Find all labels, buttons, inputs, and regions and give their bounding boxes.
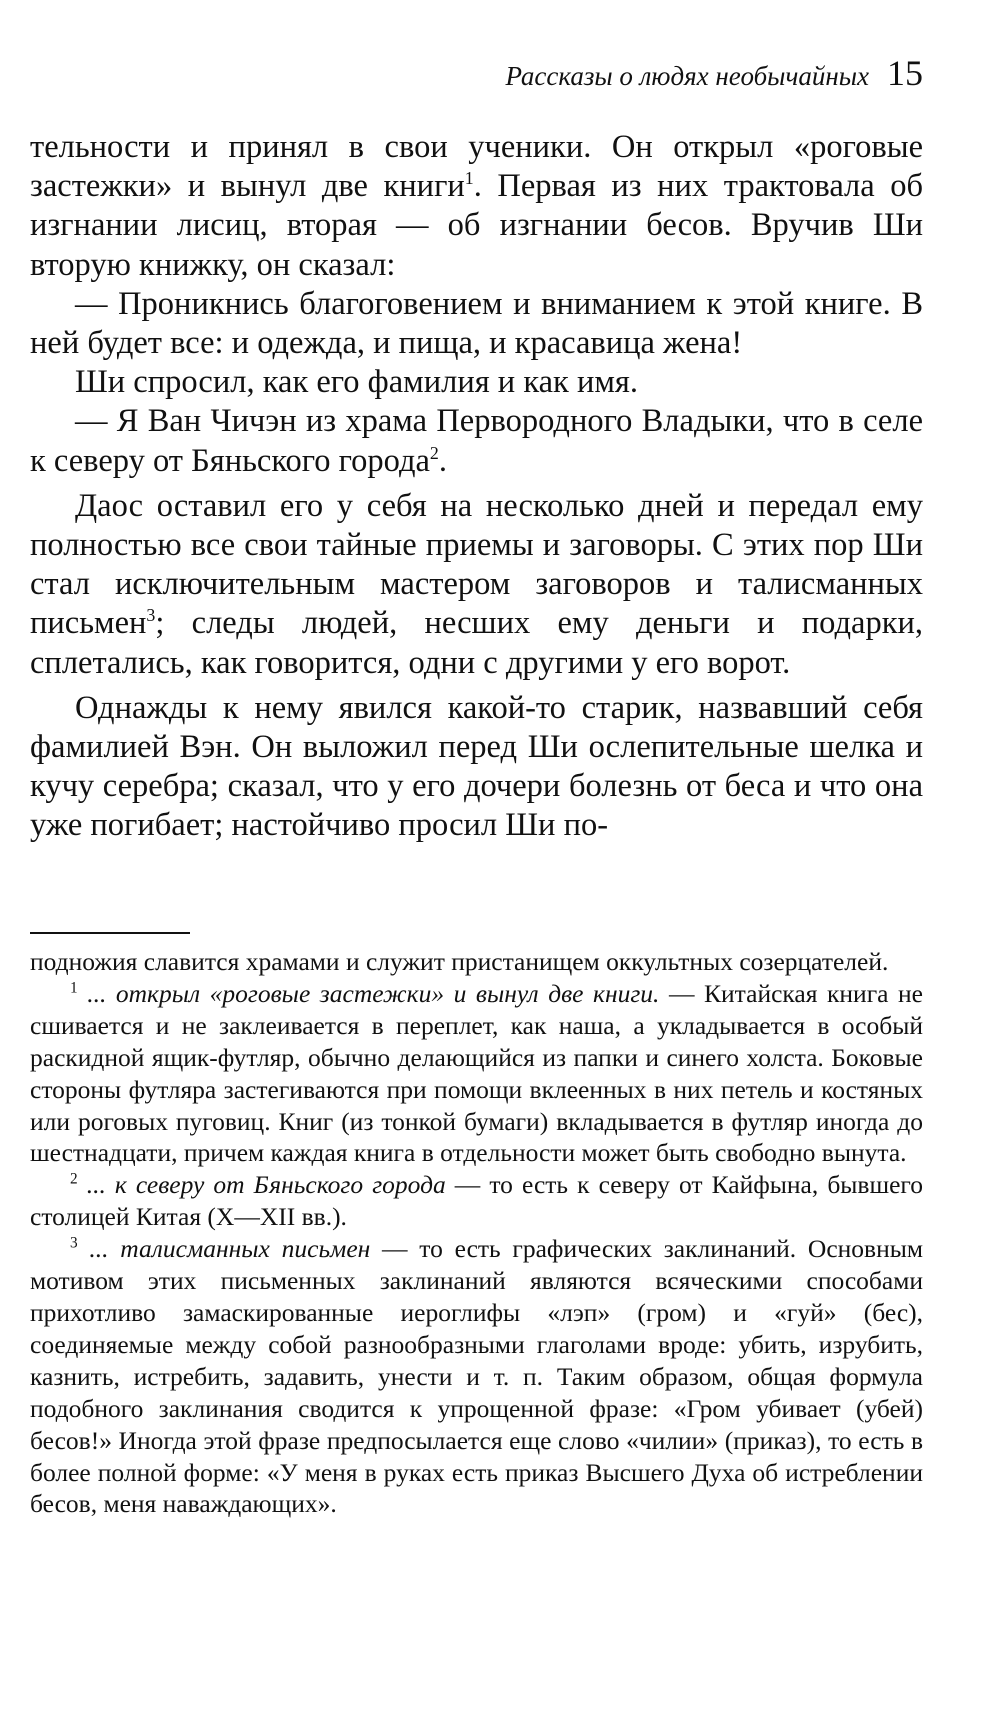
footnote-1	[30, 978, 923, 1169]
footnote-3-text: — то есть графических заклинаний. Основным мотивом этих письменных заклинаний являются всяческими способами прихотливо замаскированные иероглифы «лэп» (гром) и «гуй» (бес), соединяемые между собой разнообразными глаголами вроде: убить, изрубить, казнить, истребить, задавить, унести и т. п. Таким образом, общая формула подобного заклинания сводится к упрощенной фразе: «Гром убивает (убей) бесов!» Иногда этой фразе предпосылается еще слово «чилии» (приказ), то есть в более полной форме: «У меня в руках есть приказ Высшего Духа об истреблении бесов, меня наваждающих».	[30, 1234, 924, 1519]
footnote-ref-1: 1	[464, 168, 474, 189]
footnote-1-title: ... открыл «роговые застежки» и вынул две книги.	[87, 978, 660, 1008]
footnote-separator	[30, 932, 190, 934]
footnote-1-text: — Китайская книга не сшивается и не заклеивается в переплет, как наша, а укладывается в особый раскидной ящик-футляр, обычно делающийся из папки и синего холста. Боковые стороны футляра застегиваются при помощи вклеенных в них петель и костяных или роговых пуговиц. Книг (из тонкой бумаги) вкладывается в футляр иногда до шестнадцати, причем каждая книга в отдельности может быть свободно вынута.	[30, 978, 923, 1168]
footnote-ref-2: 2	[429, 442, 439, 463]
paragraph-5-text-b: ; следы людей, несших ему деньги и подарки, сплетались, как говорится, одни с другими у его ворот.	[30, 605, 923, 681]
paragraph-3: Ши спросил, как его фамилия и как имя.	[75, 364, 638, 401]
footnote-3	[30, 1233, 923, 1520]
footnote-2-title: ... к северу от Бяньского города	[86, 1170, 446, 1200]
footnote-3-title: ... талисманных письмен	[89, 1234, 371, 1264]
paragraph-6: Однажды к нему явился какой-то старик, назвавший себя фамилией Вэн. Он выложил перед Ши ослепительные шелка и кучу серебра; сказал, что у его дочери болезнь от беса и что она уже погибает; настойчиво просил Ши по-	[30, 689, 923, 844]
footnote-ref-3: 3	[146, 605, 156, 626]
footnote-3-marker: 3	[70, 1234, 78, 1252]
paragraph-1-text-a: тельности и принял в свои ученики. Он открыл «роговые застежки» и вынул две книги	[30, 129, 923, 205]
footnote-1-marker: 1	[70, 979, 78, 997]
running-head	[505, 52, 923, 94]
paragraph-1	[30, 128, 923, 285]
main-text	[30, 128, 923, 846]
footnote-2-marker: 2	[70, 1170, 78, 1188]
footnote-2-text: — то есть к северу от Кайфына, бывшего столицей Китая (X—XII вв.).	[30, 1170, 923, 1232]
paragraph-1-text-b: . Первая из них трактовала об изгнании лисиц, вторая — об изгнании бесов. Вручив Ши вторую книжку, он сказал:	[30, 168, 923, 283]
running-title: Рассказы о людях необычайных	[505, 61, 869, 91]
paragraph-2: — Проникнись благоговением и вниманием к этой книге. В ней будет все: и одежда, и пища, и красавица жена!	[30, 285, 923, 362]
paragraph-5	[30, 487, 923, 683]
paragraph-4	[30, 402, 923, 480]
footnotes	[30, 946, 923, 1520]
footnote-continuation: подножия славится храмами и служит пристанищем оккультных созерцателей.	[30, 947, 889, 976]
page-number: 15	[887, 53, 923, 93]
paragraph-4-text-b: .	[438, 442, 447, 479]
paragraph-4-text-a: — Я Ван Чичэн из храма Первородного Владыки, что в селе к северу от Бяньского города	[30, 403, 923, 479]
paragraph-5-text-a: Даос оставил его у себя на несколько дней и передал ему полностью все свои тайные приемы и заговоры. С этих пор Ши стал исключительным мастером заговоров и талисманных письмен	[30, 487, 923, 642]
footnote-2	[30, 1169, 923, 1233]
